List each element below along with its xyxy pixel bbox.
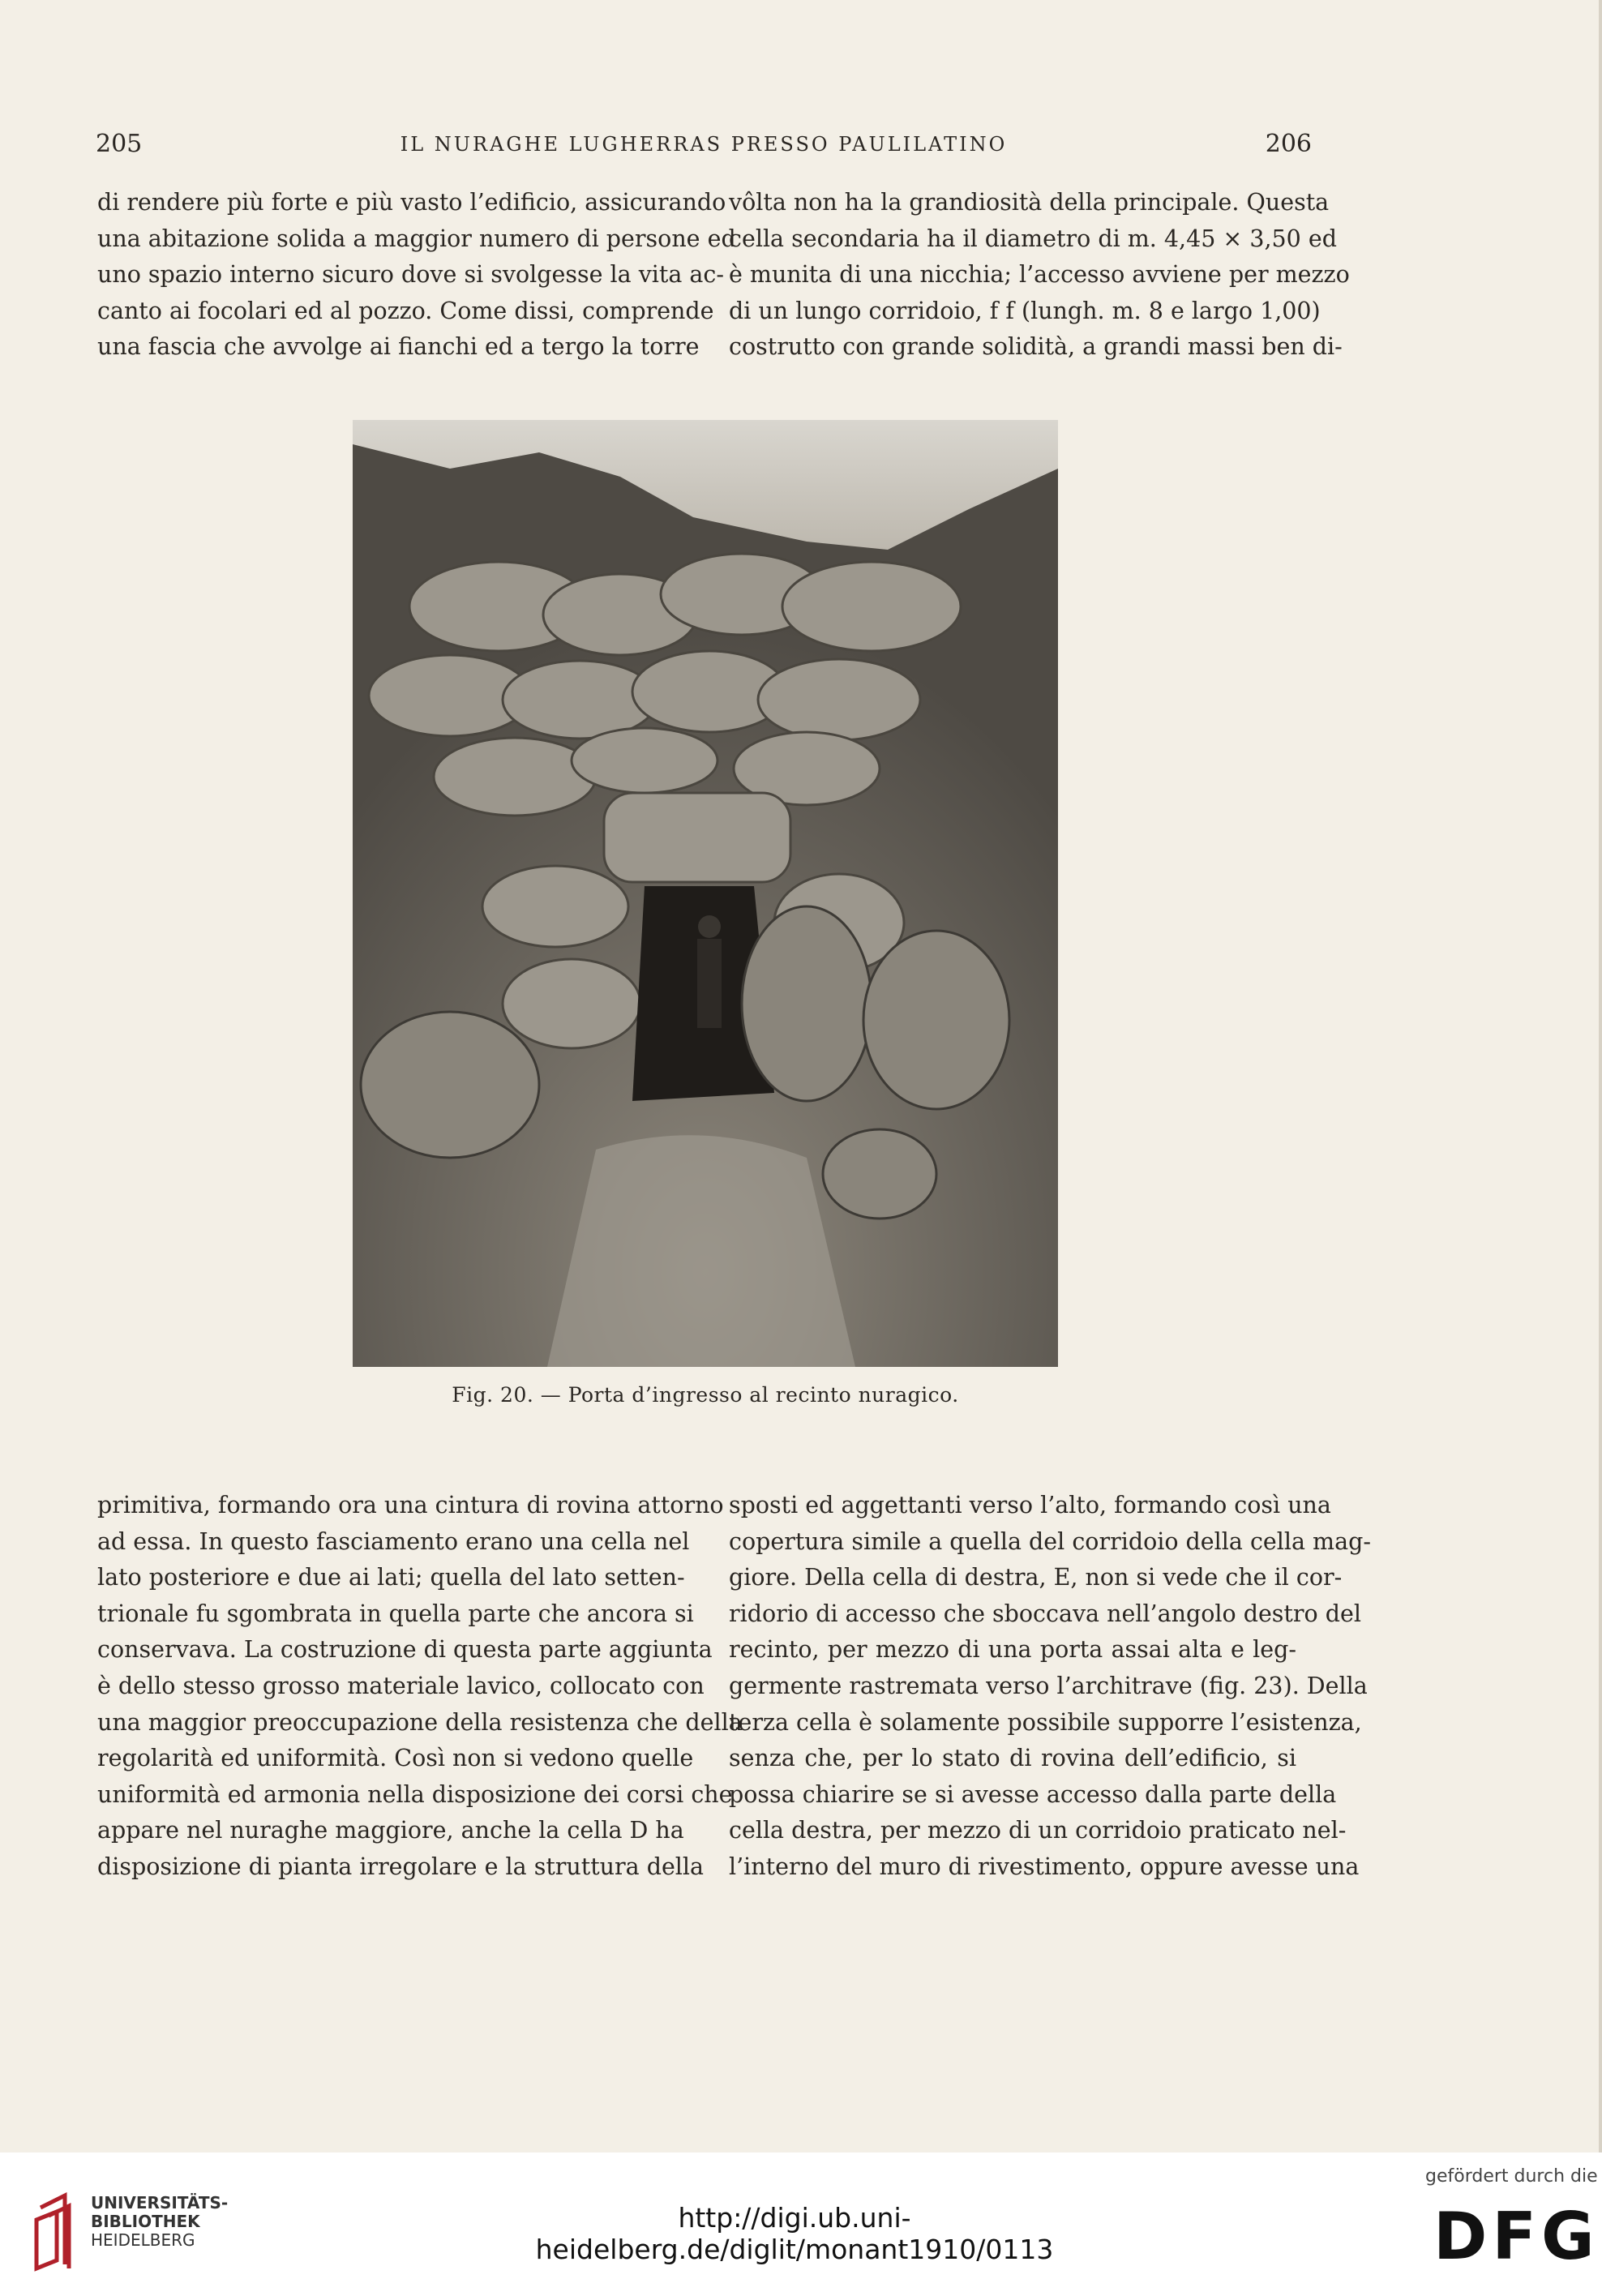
funding-label: gefördert durch die (1425, 2166, 1598, 2187)
figure-photograph (353, 420, 1058, 1367)
text-line: cella destra, per mezzo di un corridoio praticato nel- (729, 1817, 1347, 1844)
running-title: IL NURAGHE LUGHERRAS PRESSO PAULILATINO (400, 133, 1008, 156)
text-line: terza cella è solamente possibile supporre l’esistenza, (729, 1708, 1362, 1736)
figure-caption: Fig. 20. — Porta d’ingresso al recinto nuragico. (452, 1383, 959, 1407)
scan-edge (1599, 0, 1602, 2152)
photo-nuraghe-entrance (353, 420, 1058, 1367)
text-line: senza che, per lo stato di rovina dell’edificio, si (729, 1745, 1296, 1772)
text-line: disposizione di pianta irregolare e la struttura della (97, 1853, 705, 1880)
text-line: copertura simile a quella del corridoio della cella mag- (729, 1527, 1371, 1555)
text-column-bottom-right (729, 1488, 1371, 1886)
text-line: una abitazione solida a maggior numero di persone ed (97, 225, 736, 252)
text-line: ridorio di accesso che sboccava nell’angolo destro del (729, 1600, 1361, 1627)
text-line: regolarità ed uniformità. Così non si vedono quelle (97, 1745, 694, 1772)
text-line: è dello stesso grosso materiale lavico, collocato con (97, 1672, 705, 1699)
text-line: recinto, per mezzo di una porta assai alta e leg- (729, 1636, 1296, 1664)
text-line: di un lungo corridoio, f f (lungh. m. 8 e largo 1,00) (729, 297, 1321, 324)
page-number-right: 206 (1265, 130, 1312, 158)
text-line: l’interno del muro di rivestimento, oppure avesse una (729, 1853, 1360, 1880)
text-line: possa chiarire se si avesse accesso dalla parte della (729, 1780, 1337, 1808)
text-line: cella secondaria ha il diametro di m. 4,45 × 3,50 ed (729, 225, 1337, 252)
page-number-left: 205 (96, 130, 143, 158)
library-name-line: UNIVERSITÄTS- (91, 2193, 229, 2212)
text-line: di rendere più forte e più vasto l’edificio, assicurando (97, 189, 726, 216)
text-line: è munita di una nicchia; l’accesso avviene per mezzo (729, 261, 1350, 289)
library-name (91, 2194, 228, 2250)
text-line: sposti ed aggettanti verso l’alto, formando così una (729, 1492, 1331, 1519)
text-line: canto ai focolari ed al pozzo. Come dissi, comprende (97, 297, 714, 324)
library-name-line: HEIDELBERG (91, 2230, 195, 2250)
text-line: lato posteriore e due ai lati; quella del lato setten- (97, 1564, 685, 1591)
running-header (96, 130, 1312, 162)
text-line: uno spazio interno sicuro dove si svolgesse la vita ac- (97, 261, 725, 289)
text-line: appare nel nuraghe maggiore, anche la cella D ha (97, 1817, 684, 1844)
text-column-top-left (97, 185, 736, 366)
text-line: germente rastremata verso l’architrave (fig. 23). Della (729, 1672, 1368, 1699)
text-line: vôlta non ha la grandiosità della principale. Questa (729, 189, 1330, 216)
text-line: una maggior preoccupazione della resistenza che della (97, 1708, 743, 1736)
text-line: ad essa. In questo fasciamento erano una cella nel (97, 1527, 690, 1555)
text-line: costrutto con grande solidità, a grandi massi ben di- (729, 333, 1343, 361)
text-column-top-right (729, 185, 1350, 366)
text-line: uniformità ed armonia nella disposizione dei corsi che (97, 1780, 733, 1808)
dfg-logo[interactable]: DFG (1433, 2199, 1600, 2274)
text-column-bottom-left (97, 1488, 743, 1886)
library-logo-icon[interactable] (32, 2191, 81, 2272)
text-line: primitiva, formando ora una cintura di rovina attorno (97, 1492, 724, 1519)
text-line: una fascia che avvolge ai fianchi ed a tergo la torre (97, 333, 700, 361)
text-line: trionale fu sgombrata in quella parte che ancora si (97, 1600, 694, 1627)
library-name-line: BIBLIOTHEK (91, 2212, 200, 2231)
text-line: giore. Della cella di destra, E, non si vede che il cor- (729, 1564, 1343, 1591)
text-line: conservava. La costruzione di questa parte aggiunta (97, 1636, 713, 1664)
permalink-url[interactable]: http://digi.ub.uni-heidelberg.de/diglit/monant1910/0113 (535, 2202, 1054, 2265)
